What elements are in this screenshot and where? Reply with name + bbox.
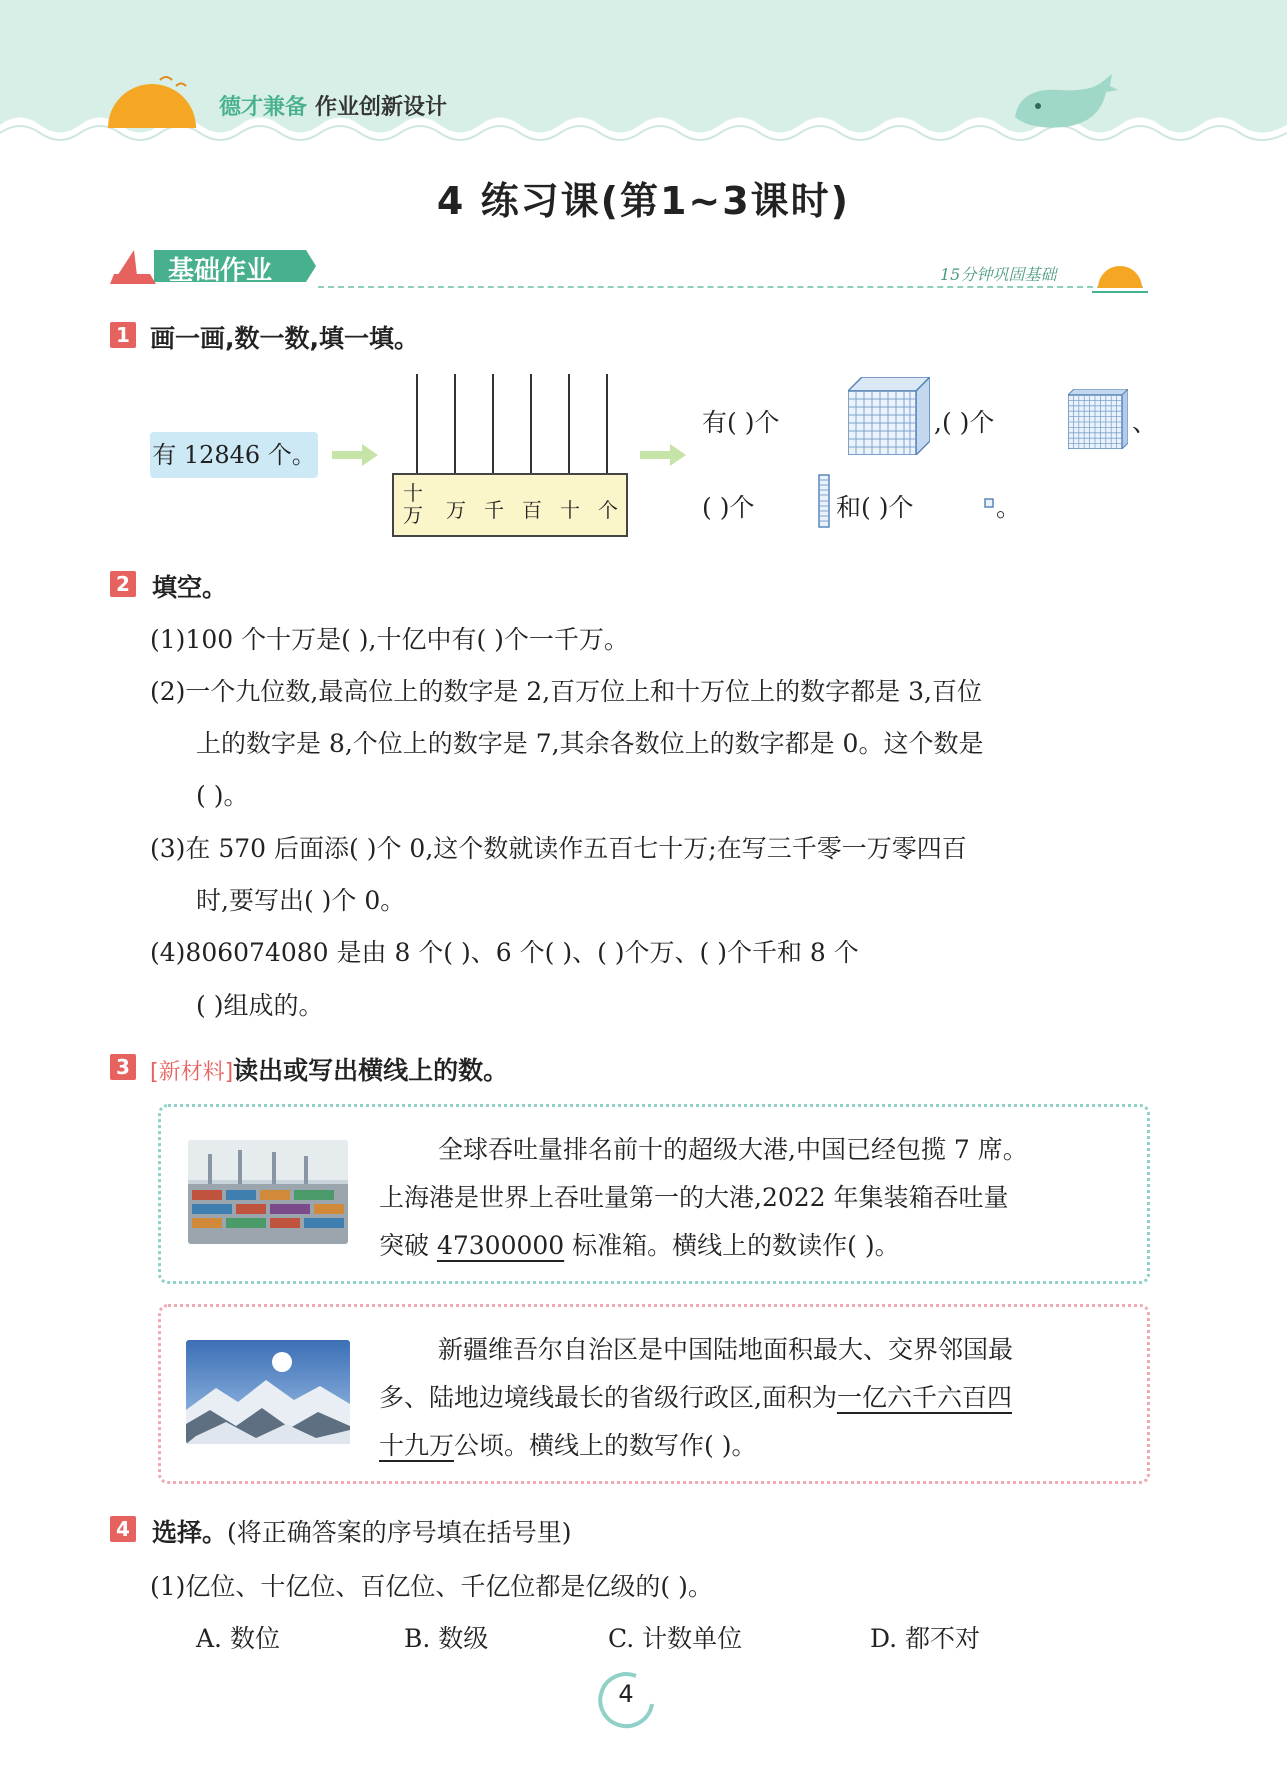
thousand-cube-icon bbox=[848, 377, 930, 455]
snow-mountain-photo bbox=[186, 1340, 350, 1444]
q2-line-1: (1)100 个十万是( ),十亿中有( )个一千万。 bbox=[150, 625, 629, 654]
box1-line-1: 全球吞吐量排名前十的超级大港,中国已经包揽 7 席。 bbox=[438, 1135, 1028, 1164]
ten-rod-icon bbox=[818, 474, 830, 528]
arrow-right-icon bbox=[332, 442, 378, 468]
unit-cube-icon bbox=[984, 498, 994, 508]
page-number: 4 bbox=[618, 1680, 634, 1708]
whale-icon bbox=[1010, 72, 1120, 134]
place-label-hundred: 百 bbox=[522, 498, 542, 522]
port-photo bbox=[188, 1140, 348, 1244]
question-3-title-row bbox=[150, 1051, 508, 1087]
q1-end: 。 bbox=[996, 493, 1022, 522]
place-label-one: 个 bbox=[598, 498, 618, 522]
q4-option-a: A. 数位 bbox=[196, 1624, 280, 1653]
sun-icon bbox=[104, 72, 200, 128]
question-4-title: 选择。 bbox=[152, 1518, 228, 1547]
box1-line-2: 上海港是世界上吞吐量第一的大港,2022 年集装箱吞吐量 bbox=[379, 1183, 1009, 1212]
q2-line-7: (4)806074080 是由 8 个( )、6 个( )、( )个万、( )个千和 8 个 bbox=[150, 938, 859, 967]
question-4-title-row bbox=[152, 1513, 572, 1549]
underlined-number-part1: 一亿六千六百四 bbox=[836, 1383, 1012, 1412]
small-sun-icon bbox=[1092, 258, 1148, 298]
q4-option-d: D. 都不对 bbox=[870, 1624, 981, 1653]
q1-blank-text-3: ( )个 bbox=[702, 493, 755, 522]
box2-line-2 bbox=[379, 1378, 1012, 1414]
place-label-ten-thousand: 万 bbox=[446, 498, 466, 522]
underlined-number: 47300000 bbox=[436, 1231, 565, 1260]
q4-option-b: B. 数级 bbox=[404, 1624, 489, 1653]
question-number-1: 1 bbox=[110, 322, 136, 348]
q1-sep: 、 bbox=[1132, 408, 1158, 437]
q2-line-3: 上的数字是 8,个位上的数字是 7,其余各数位上的数字都是 0。这个数是 bbox=[196, 729, 984, 758]
q4-line-1: (1)亿位、十亿位、百亿位、千亿位都是亿级的( )。 bbox=[150, 1572, 713, 1601]
question-2-title: 填空。 bbox=[152, 573, 228, 602]
q1-blank-text-4: 和( )个 bbox=[836, 493, 914, 522]
box1-line-3 bbox=[379, 1226, 900, 1262]
place-label-ten: 十 bbox=[560, 498, 580, 522]
box2-line-3 bbox=[379, 1426, 756, 1462]
q2-line-2: (2)一个九位数,最高位上的数字是 2,百万位上和十万位上的数字都是 3,百位 bbox=[150, 677, 982, 706]
q4-option-c: C. 计数单位 bbox=[608, 1624, 743, 1653]
question-3-title: 读出或写出横线上的数。 bbox=[233, 1056, 509, 1085]
brand-part1: 德才兼备 bbox=[219, 95, 308, 120]
section-note: 15分钟巩固基础 bbox=[940, 265, 1057, 284]
q2-line-6: 时,要写出( )个 0。 bbox=[196, 886, 406, 915]
box1-line-3-pre: 突破 bbox=[379, 1231, 437, 1260]
q2-line-5: (3)在 570 后面添( )个 0,这个数就读作五百七十万;在写三千零一万零四百 bbox=[150, 834, 967, 863]
q2-line-8: ( )组成的。 bbox=[196, 991, 324, 1020]
page-title: 4 练习课(第1~3课时) bbox=[436, 179, 851, 223]
q1-blank-text-2: ,( )个 bbox=[934, 408, 995, 437]
brand-title bbox=[219, 90, 447, 121]
question-number-2: 2 bbox=[110, 571, 136, 597]
new-material-tag: [新材料] bbox=[150, 1060, 234, 1085]
q2-line-4: ( )。 bbox=[196, 781, 249, 810]
place-label-hundred-thousand: 十万 bbox=[403, 481, 423, 527]
box2-line-3-post: 公顷。横线上的数写作( )。 bbox=[454, 1431, 757, 1460]
hundred-flat-icon bbox=[1068, 389, 1128, 449]
box2-line-1: 新疆维吾尔自治区是中国陆地面积最大、交界邻国最 bbox=[438, 1335, 1014, 1364]
question-number-3: 3 bbox=[110, 1054, 136, 1080]
section-divider bbox=[318, 286, 1143, 288]
arrow-right-icon bbox=[640, 442, 686, 468]
underlined-number-part2: 十九万 bbox=[379, 1431, 455, 1460]
place-label-thousand: 千 bbox=[484, 498, 504, 522]
q1-blank-text-1: 有( )个 bbox=[702, 408, 780, 437]
question-4-note: (将正确答案的序号填在括号里) bbox=[227, 1518, 572, 1547]
section-label: 基础作业 bbox=[168, 256, 273, 286]
question-1-title: 画一画,数一数,填一填。 bbox=[150, 324, 419, 353]
given-number-box: 有 12846 个。 bbox=[150, 432, 318, 478]
box2-line-2-pre: 多、陆地边境线最长的省级行政区,面积为 bbox=[379, 1383, 837, 1412]
box1-line-3-post: 标准箱。横线上的数读作( )。 bbox=[564, 1231, 900, 1260]
question-number-4: 4 bbox=[110, 1516, 136, 1542]
brand-part2: 作业创新设计 bbox=[315, 95, 448, 120]
